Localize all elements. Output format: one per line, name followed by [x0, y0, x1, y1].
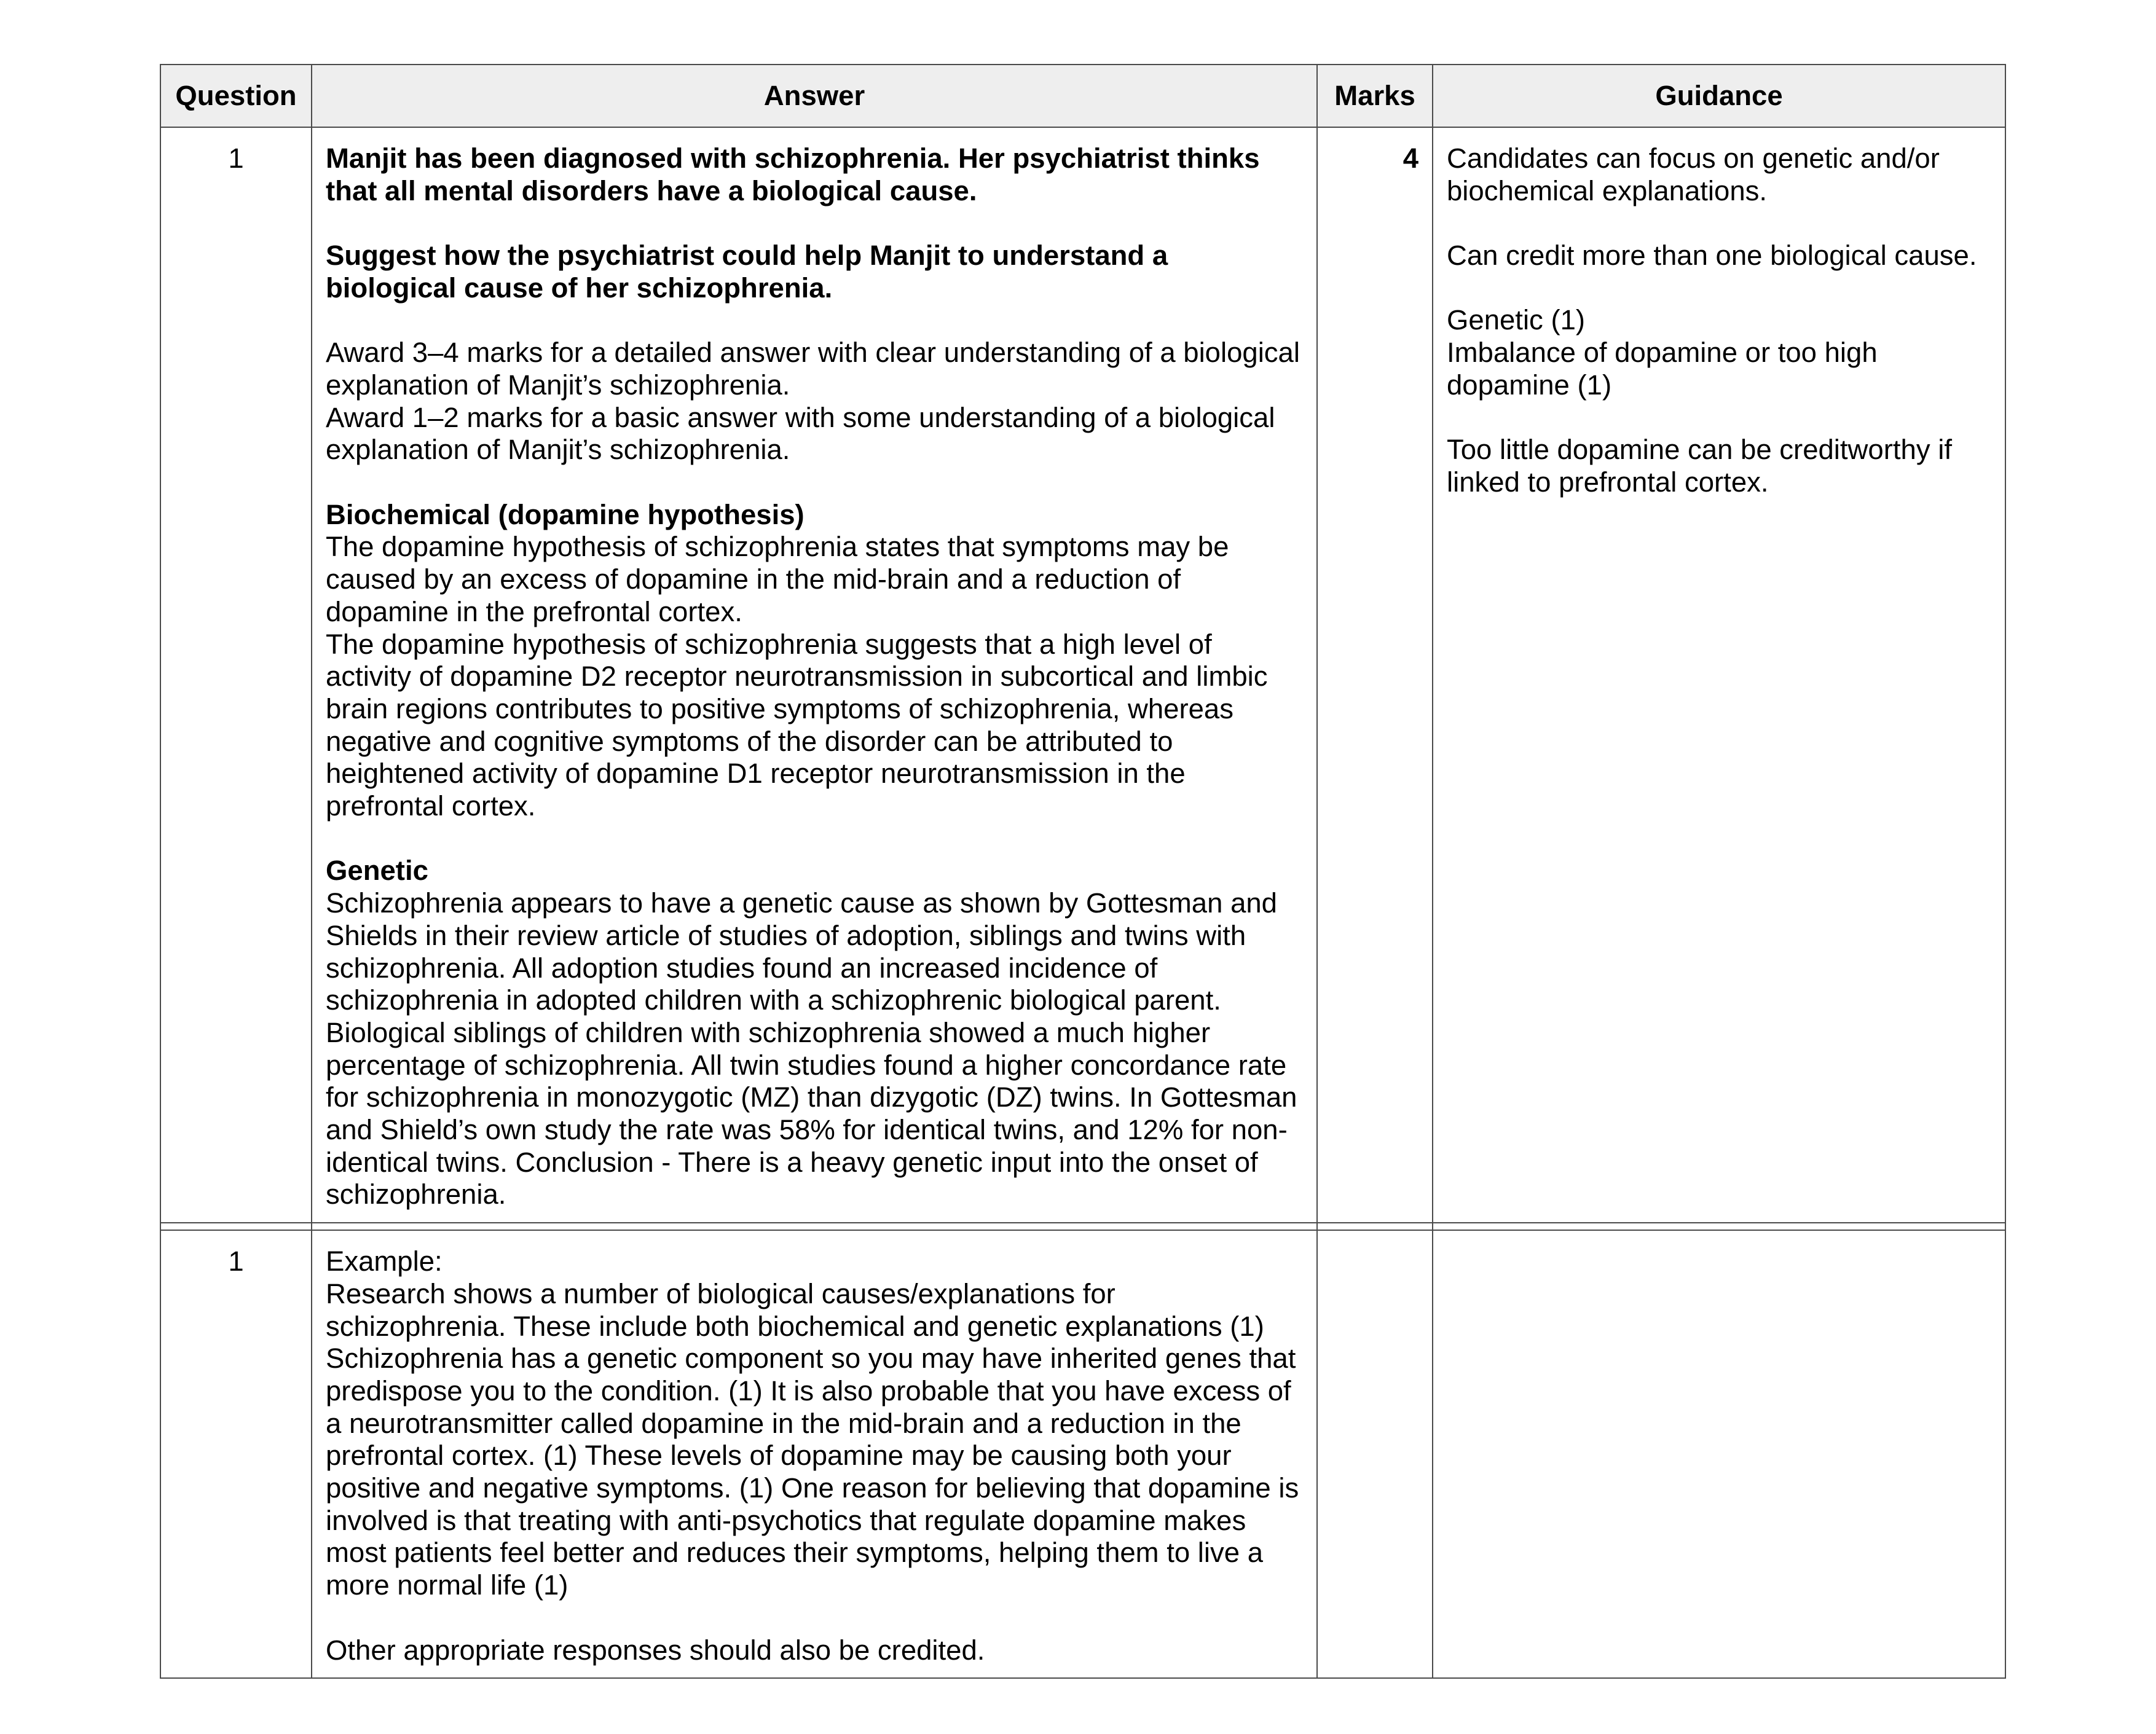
question-instruction: Suggest how the psychiatrist could help Manjit to understand a biological cause of her schizophrenia.: [326, 240, 1168, 304]
answer-cell: [312, 1230, 1317, 1678]
row-separator: [160, 1223, 2005, 1230]
guidance-text: Too little dopamine can be creditworthy if linked to prefrontal cortex.: [1447, 434, 1952, 498]
table-row: [160, 1230, 2005, 1678]
marks-value: 4: [1317, 127, 1433, 1223]
header-marks: Marks: [1317, 65, 1433, 127]
biochemical-paragraph: The dopamine hypothesis of schizophrenia states that symptoms may be caused by an excess of dopamine in the mid-brain and a reduction of dopamine in the prefrontal cortex.: [326, 531, 1229, 627]
table-row: [160, 127, 2005, 1223]
guidance-cell: [1433, 127, 2005, 1223]
guidance-cell: [1433, 1230, 2005, 1678]
guidance-text: Genetic (1): [1447, 304, 1586, 336]
award-criteria-low: Award 1–2 marks for a basic answer with some understanding of a biological explanation of Manjit’s schizophrenia.: [326, 401, 1275, 466]
example-label: Example:: [326, 1246, 443, 1277]
header-guidance: Guidance: [1433, 65, 2005, 127]
answer-cell: [312, 127, 1317, 1223]
guidance-text: Imbalance of dopamine or too high dopamine (1): [1447, 337, 1878, 401]
award-criteria-high: Award 3–4 marks for a detailed answer with clear understanding of a biological explanation of Manjit’s schizophrenia.: [326, 337, 1300, 401]
guidance-text: Can credit more than one biological cause.: [1447, 240, 1977, 272]
biochemical-heading: Biochemical (dopamine hypothesis): [326, 498, 805, 530]
header-question: Question: [160, 65, 312, 127]
header-answer: Answer: [312, 65, 1317, 127]
marks-value: [1317, 1230, 1433, 1678]
guidance-text: Candidates can focus on genetic and/or biochemical explanations.: [1447, 143, 1940, 206]
header-row: [160, 65, 2005, 127]
question-number: 1: [160, 127, 312, 1223]
question-prompt: Manjit has been diagnosed with schizophrenia. Her psychiatrist thinks that all mental disorders have a biological cause.: [326, 143, 1260, 206]
example-answer: Research shows a number of biological causes/explanations for schizophrenia. These include both biochemical and genetic explanations (1) Schizophrenia has a genetic component so you may have inherited genes that predispose you to the condition. (1) It is also probable that you have excess of a neurotransmitter called dopamine in the mid-brain and a reduction in the prefrontal cortex. (1) These levels of dopamine may be causing both your positive and negative symptoms. (1) One reason for believing that dopamine is involved is that treating with anti-psychotics that regulate dopamine makes most patients feel better and reduces their symptoms, helping them to live a more normal life (1): [326, 1277, 1299, 1601]
biochemical-paragraph: The dopamine hypothesis of schizophrenia suggests that a high level of activity of dopamine D2 receptor neurotransmission in subcortical and limbic brain regions contributes to positive symptoms of schizophrenia, whereas negative and cognitive symptoms of the disorder can be attributed to heightened activity of dopamine D1 receptor neurotransmission in the prefrontal cortex.: [326, 628, 1268, 822]
mark-scheme: [160, 64, 2006, 1679]
closing-note: Other appropriate responses should also be credited.: [326, 1634, 985, 1666]
question-number: 1: [160, 1230, 312, 1678]
genetic-paragraph: Schizophrenia appears to have a genetic cause as shown by Gottesman and Shields in their review article of studies of adoption, siblings and twins with schizophrenia. All adoption studies found an increased incidence of schizophrenia in adopted children with a schizophrenic biological parent. Biological siblings of children with schizophrenia showed a much higher percentage of schizophrenia. All twin studies found a higher concordance rate for schizophrenia in monozygotic (MZ) than dizygotic (DZ) twins. In Gottesman and Shield’s own study the rate was 58% for identical twins, and 12% for non-identical twins. Conclusion - There is a heavy genetic input into the onset of schizophrenia.: [326, 887, 1297, 1210]
mark-scheme-table: [160, 64, 2006, 1679]
genetic-heading: Genetic: [326, 855, 428, 887]
